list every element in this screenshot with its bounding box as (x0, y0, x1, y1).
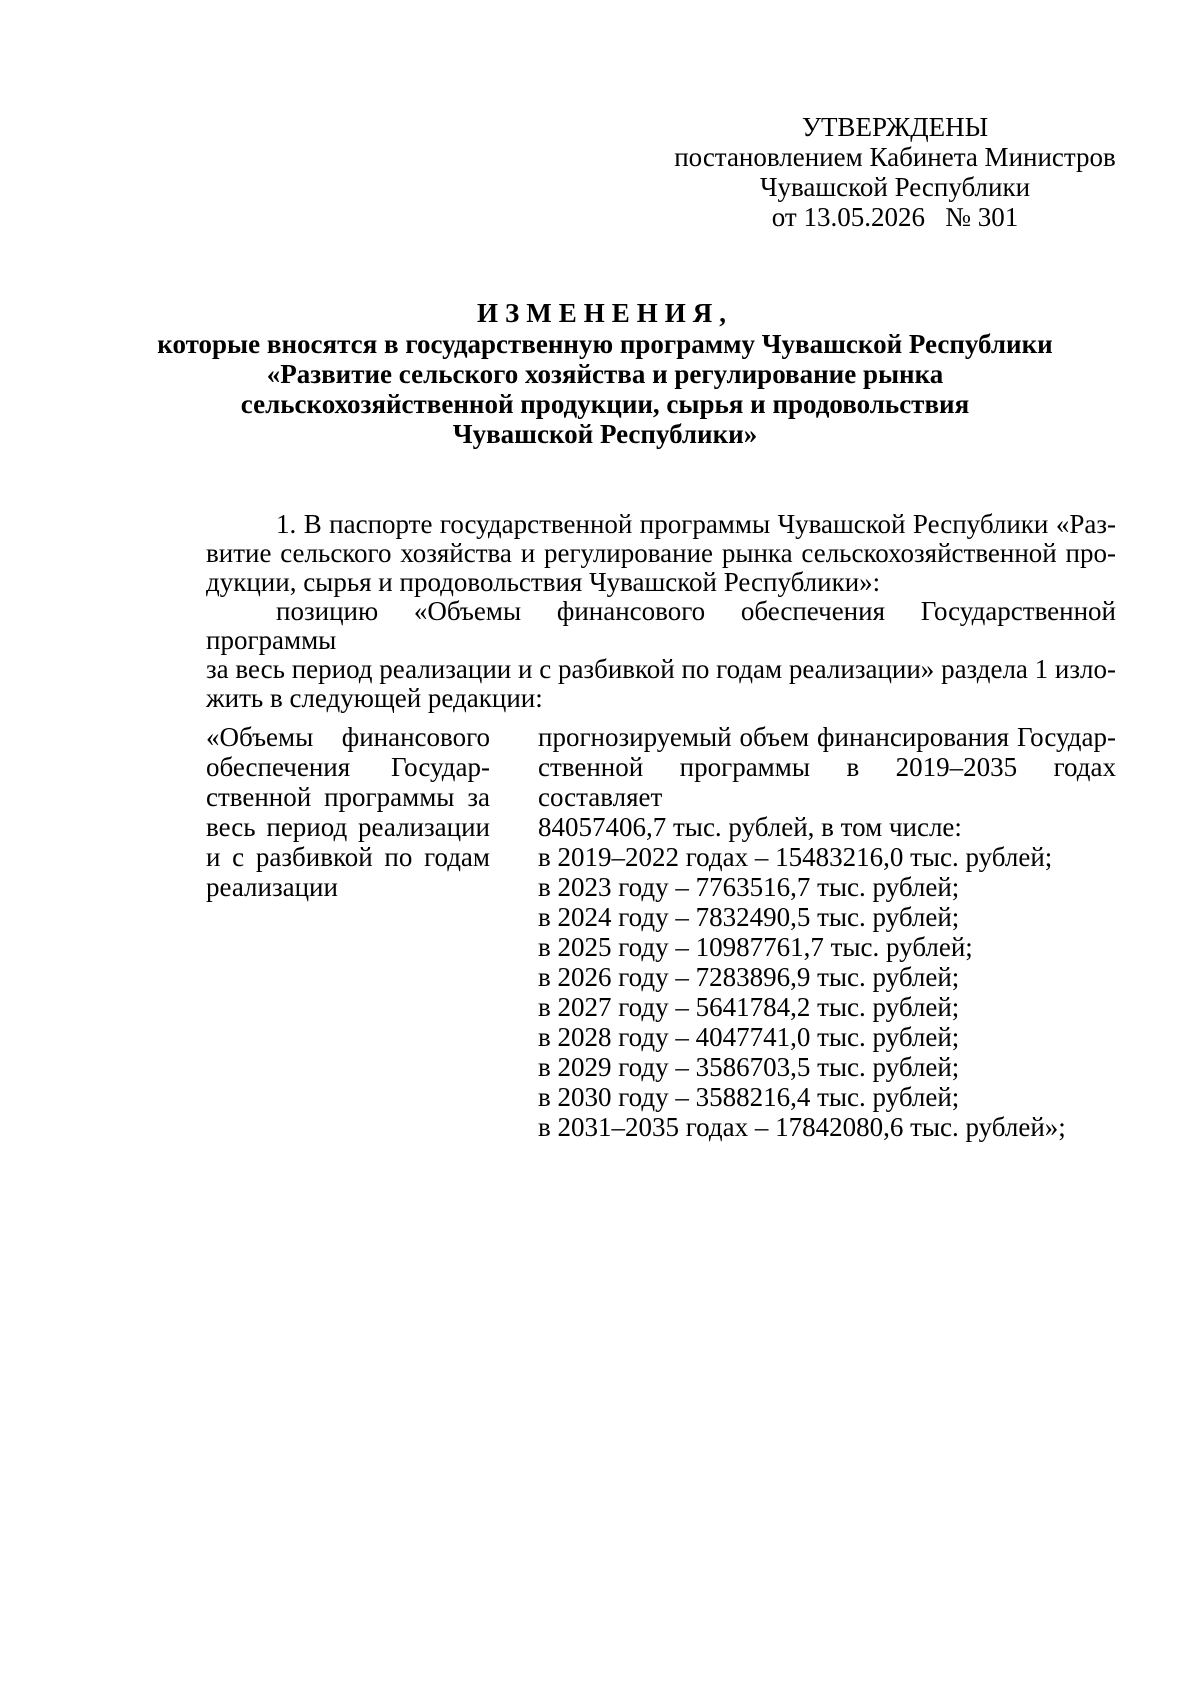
funding-position-value (538, 722, 1116, 1142)
year-amount-line: в 2030 году – 3588216,4 тыс. рублей; (538, 1082, 960, 1112)
paragraph-2-line: позицию «Объемы финансового обеспечения Государственной программы (206, 596, 1116, 655)
year-amount-line: в 2025 году – 10987761,7 тыс. рублей; (538, 932, 973, 962)
paragraph-2 (206, 597, 1116, 713)
body-text (206, 510, 1116, 713)
label-line: обеспечения Государ- (206, 752, 490, 782)
value-intro-line: 84057406,7 тыс. рублей, в том числе: (538, 812, 962, 842)
title-line-2: «Развитие сельского хозяйства и регулирование рынка (266, 359, 944, 389)
approval-decree-line: постановлением Кабинета Министров (674, 142, 1116, 172)
approval-block (660, 112, 1130, 232)
label-line: и с разбивкой по годам (206, 842, 490, 872)
paragraph-2-line: жить в следующей редакции: (206, 683, 543, 713)
paragraph-1-line: 1. В паспорте государственной программы Чувашской Республики «Раз- (276, 509, 1116, 539)
document-title (120, 298, 1090, 449)
title-line-1: которые вносятся в государственную программу Чувашской Республики (157, 329, 1053, 359)
paragraph-1-line: витие сельского хозяйства и регулирование рынка сельскохозяйственной про- (206, 538, 1116, 568)
funding-position-label (206, 722, 490, 902)
approval-heading: УТВЕРЖДЕНЫ (801, 112, 989, 142)
paragraph-1-line: дукции, сырья и продовольствия Чувашской Республики»: (206, 567, 881, 597)
year-amount-line: в 2019–2022 годах – 15483216,0 тыс. рублей; (538, 842, 1053, 872)
title-line-4: Чувашской Республики» (452, 419, 758, 449)
year-amount-line: в 2028 году – 4047741,0 тыс. рублей; (538, 1022, 960, 1052)
approval-date-number: от 13.05.2026 № 301 (771, 202, 1019, 232)
approval-republic-line: Чувашской Республики (759, 172, 1031, 202)
paragraph-1 (206, 510, 1116, 597)
label-line: ственной программы за (206, 782, 490, 812)
year-amount-line: в 2027 году – 5641784,2 тыс. рублей; (538, 992, 960, 1022)
label-line: реализации (206, 872, 338, 902)
year-amount-line: в 2024 году – 7832490,5 тыс. рублей; (538, 902, 960, 932)
title-line-3: сельскохозяйственной продукции, сырья и продовольствия (240, 389, 970, 419)
value-intro-line: прогнозируемый объем финансирования Государ- (538, 722, 1116, 752)
year-amount-line: в 2026 году – 7283896,9 тыс. рублей; (538, 962, 960, 992)
label-line: «Объемы финансового (206, 722, 490, 752)
paragraph-2-line: за весь период реализации и с разбивкой по годам реализации» раздела 1 изло- (206, 654, 1116, 684)
title-heading: ИЗМЕНЕНИЯ, (476, 298, 733, 328)
value-intro-line: ственной программы в 2019–2035 годах составляет (538, 752, 1116, 812)
label-line: весь период реализации (206, 812, 490, 842)
year-amount-line: в 2029 году – 3586703,5 тыс. рублей; (538, 1052, 960, 1082)
year-amount-line: в 2031–2035 годах – 17842080,6 тыс. рублей»; (538, 1112, 1066, 1142)
year-amount-line: в 2023 году – 7763516,7 тыс. рублей; (538, 872, 960, 902)
